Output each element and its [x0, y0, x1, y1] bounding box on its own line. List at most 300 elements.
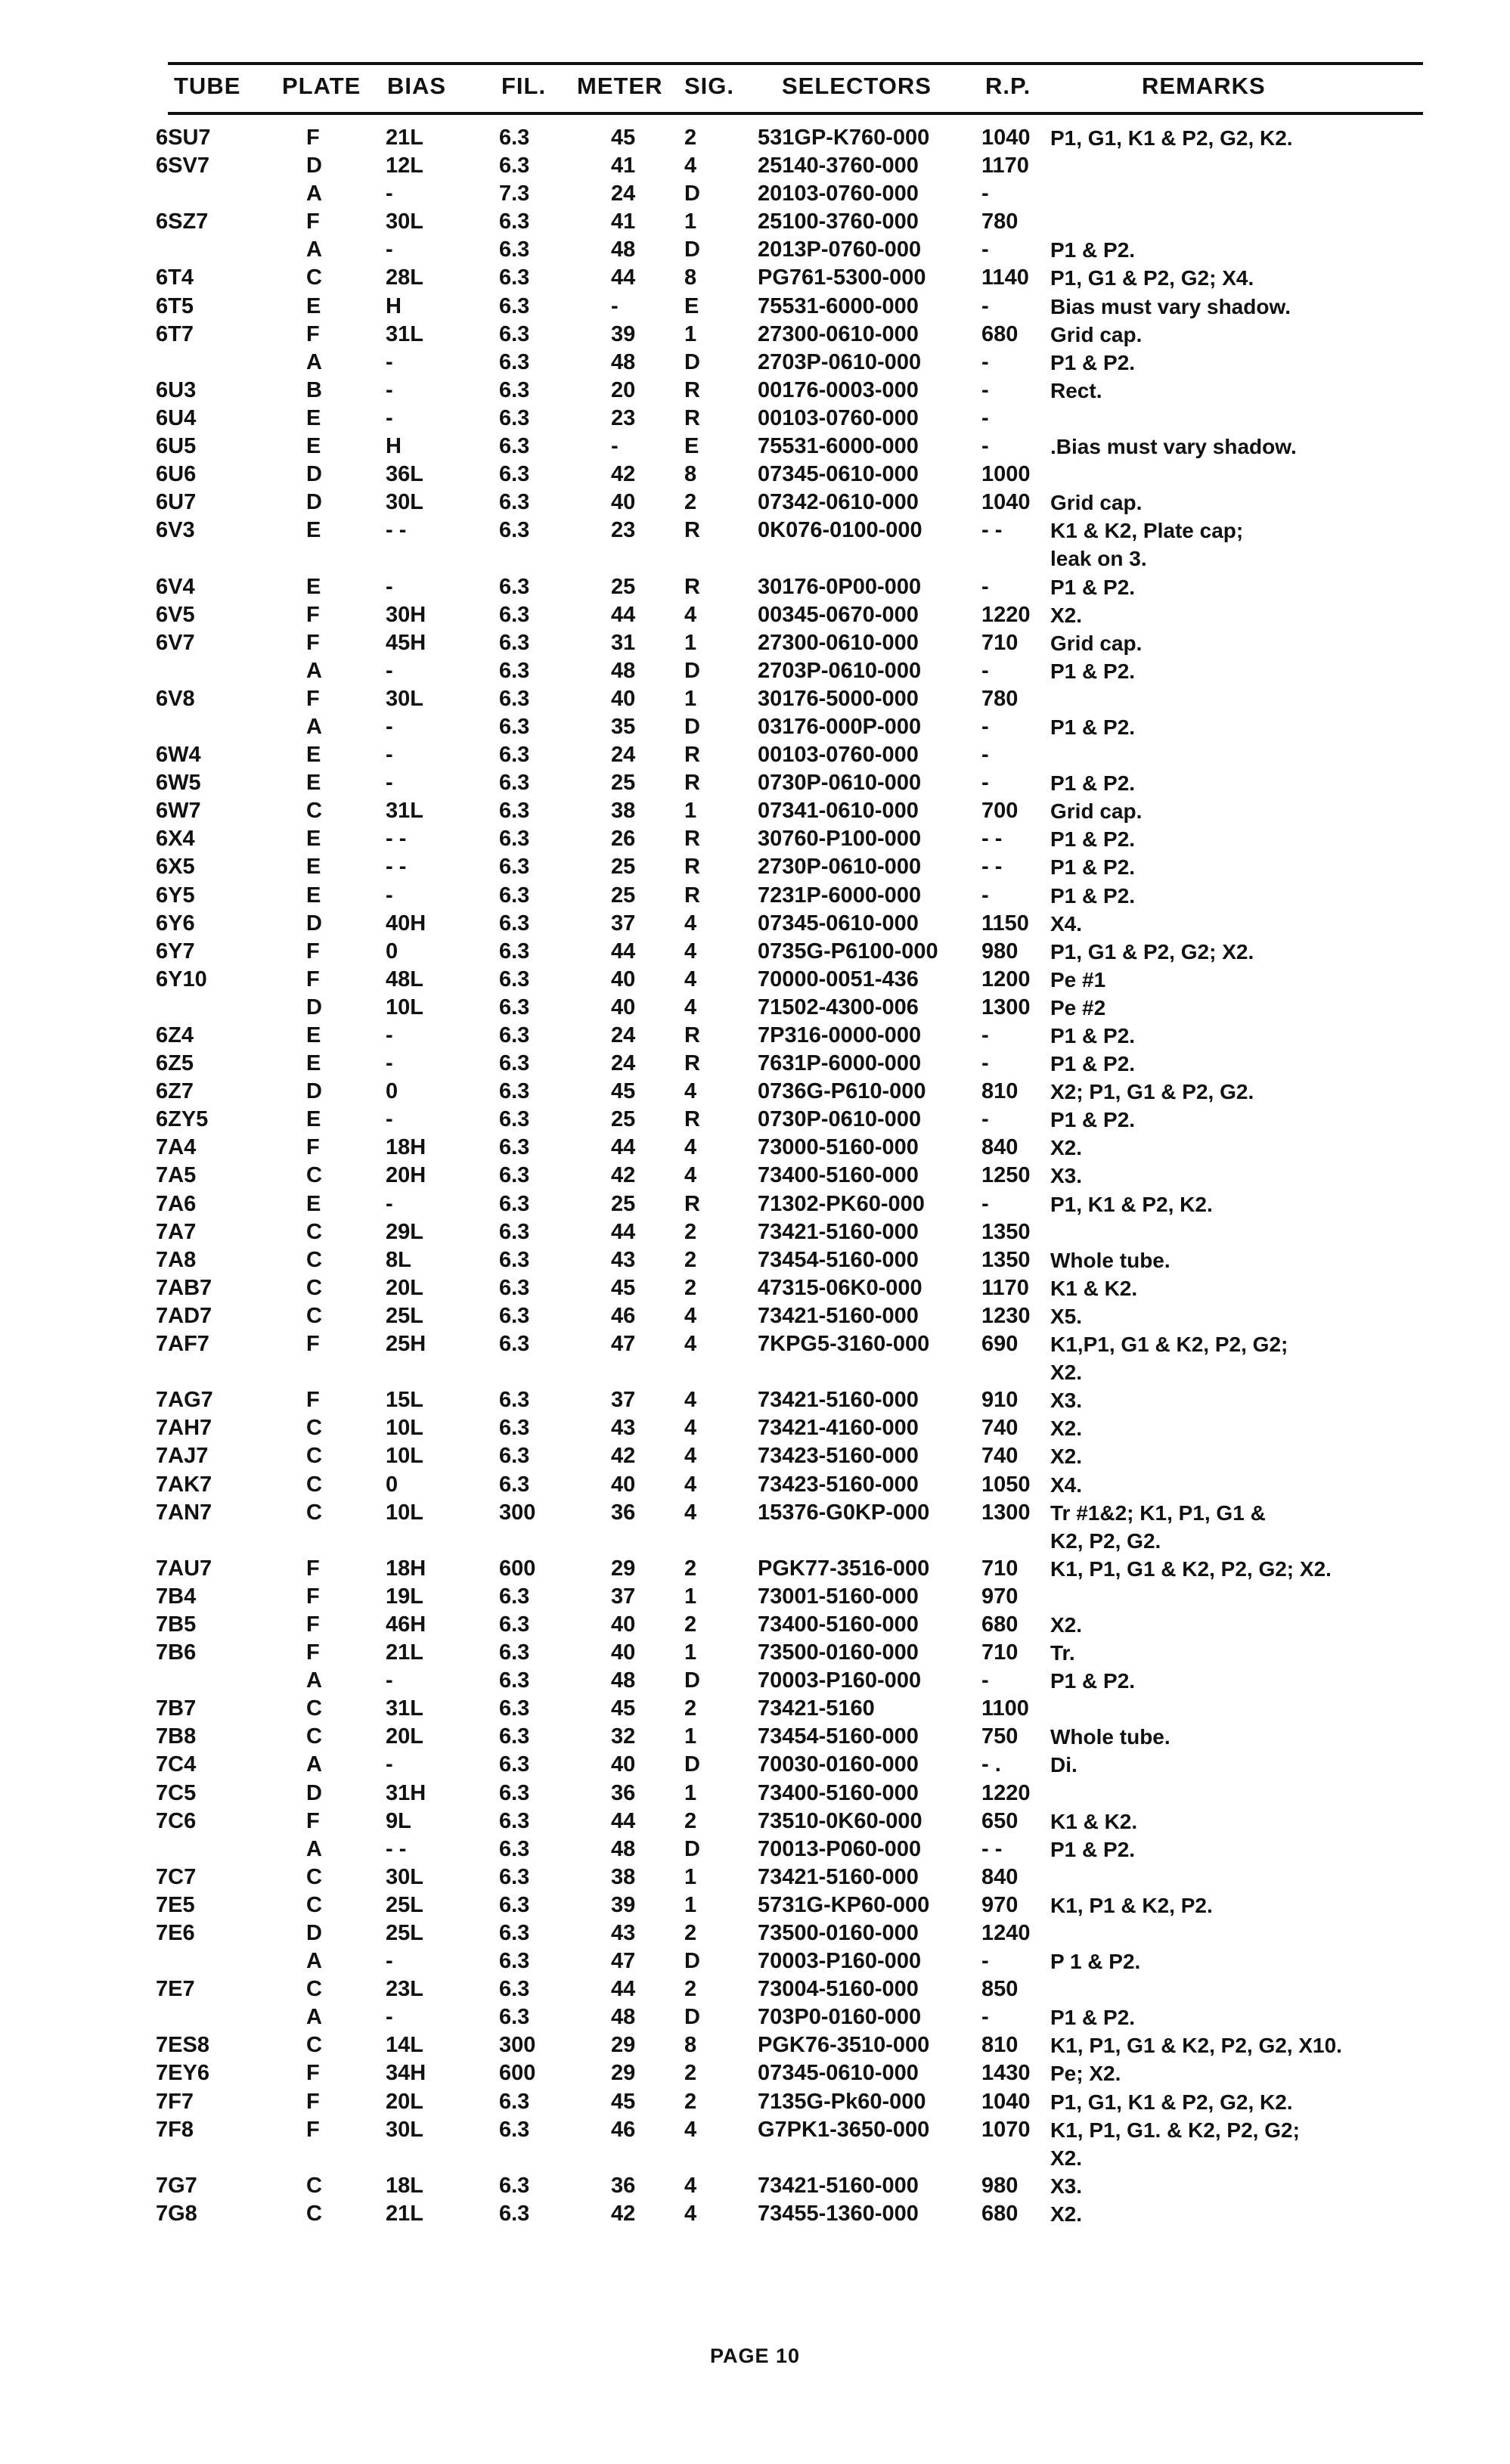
table-row [0, 1358, 1510, 1386]
table-row [0, 1162, 1510, 1190]
cell-meter: 40 [611, 490, 636, 515]
cell-bias: - [386, 1752, 393, 1777]
cell-meter: 29 [611, 2061, 636, 2086]
cell-tube: 6U7 [156, 490, 197, 515]
column-header-plate: PLATE [282, 73, 361, 99]
cell-plate: F [306, 209, 320, 234]
cell-meter: 48 [611, 2005, 636, 2030]
cell-fil: 7.3 [499, 182, 530, 206]
cell-tube: 7C6 [156, 1808, 197, 1833]
cell-rp: 980 [981, 939, 1019, 964]
cell-tube: 7EY6 [156, 2061, 209, 2086]
cell-tube: 6U6 [156, 462, 197, 487]
cell-selectors: 71502-4300-006 [758, 995, 919, 1019]
cell-fil: 6.3 [499, 2173, 530, 2198]
cell-tube: 7AJ7 [156, 1444, 209, 1469]
cell-sig: 2 [684, 1921, 697, 1945]
cell-tube: 6V5 [156, 602, 195, 627]
cell-tube: 6X5 [156, 855, 195, 880]
cell-fil: 6.3 [499, 743, 530, 768]
cell-plate: C [306, 2173, 322, 2198]
table-row [0, 601, 1510, 629]
cell-bias: 34H [386, 2061, 426, 2086]
cell-bias: 0 [386, 1472, 398, 1497]
table-row [0, 657, 1510, 685]
cell-rp: 650 [981, 1808, 1019, 1833]
cell-rp: - [981, 743, 989, 768]
cell-selectors: 07342-0610-000 [758, 490, 919, 515]
cell-sig: 4 [684, 1079, 697, 1104]
column-header-selectors: SELECTORS [782, 73, 932, 99]
cell-rp: 780 [981, 209, 1019, 234]
cell-meter: 43 [611, 1247, 636, 1272]
cell-sig: 2 [684, 1556, 697, 1581]
cell-meter: 47 [611, 1949, 636, 1974]
cell-fil: 6.3 [499, 1275, 530, 1300]
cell-tube: 6Z7 [156, 1079, 194, 1104]
cell-bias: 20L [386, 1724, 423, 1749]
cell-rp: - [981, 771, 989, 796]
cell-fil: 6.3 [499, 1163, 530, 1188]
cell-meter: 40 [611, 1472, 636, 1497]
cell-rp: 680 [981, 2201, 1019, 2226]
cell-rp: - [981, 658, 989, 683]
cell-bias: 25L [386, 1303, 423, 1328]
cell-meter: 25 [611, 771, 636, 796]
column-header-remarks: REMARKS [1142, 73, 1266, 99]
cell-bias: 10L [386, 995, 423, 1019]
cell-fil: 6.3 [499, 349, 530, 374]
cell-tube: 6T7 [156, 321, 194, 346]
cell-fil: 6.3 [499, 714, 530, 739]
cell-sig: D [684, 1752, 700, 1777]
cell-meter: 43 [611, 1416, 636, 1441]
table-row [0, 1723, 1510, 1751]
cell-plate: A [306, 658, 322, 683]
table-row [0, 797, 1510, 825]
cell-meter: 44 [611, 1135, 636, 1160]
cell-plate: C [306, 2201, 322, 2226]
header-bottom-rule [168, 112, 1423, 115]
cell-remarks: P1 & P2. [1050, 827, 1136, 852]
cell-selectors: 70000-0051-436 [758, 967, 919, 991]
cell-bias: - [386, 714, 393, 739]
cell-sig: 4 [684, 911, 697, 936]
cell-sig: 2 [684, 1275, 697, 1300]
cell-plate: C [306, 799, 322, 824]
cell-fil: 6.3 [499, 1836, 530, 1861]
cell-meter: 32 [611, 1724, 636, 1749]
cell-remarks: P1 & P2. [1050, 715, 1136, 739]
cell-bias: - - [386, 827, 407, 852]
cell-bias: 30L [386, 1864, 423, 1889]
cell-selectors: 70013-P060-000 [758, 1836, 922, 1861]
cell-bias: - [386, 1023, 393, 1047]
cell-plate: F [306, 126, 320, 150]
column-header-tube: TUBE [174, 73, 241, 99]
cell-remarks: K1 & K2. [1050, 1276, 1138, 1300]
cell-bias: - [386, 1191, 393, 1216]
cell-meter: 42 [611, 462, 636, 487]
cell-plate: C [306, 1472, 322, 1497]
table-row [0, 994, 1510, 1022]
cell-rp: - [981, 714, 989, 739]
table-row [0, 853, 1510, 881]
table-row [0, 1891, 1510, 1919]
table-row [0, 236, 1510, 264]
cell-tube: 7B4 [156, 1584, 197, 1609]
cell-bias: 0 [386, 939, 398, 964]
table-row [0, 1386, 1510, 1414]
cell-tube: 6X4 [156, 827, 195, 852]
cell-bias: 0 [386, 1079, 398, 1104]
table-row [0, 433, 1510, 461]
tube-data-table [0, 124, 1510, 2228]
table-row [0, 1780, 1510, 1808]
cell-sig: E [684, 434, 699, 459]
cell-meter: 44 [611, 939, 636, 964]
cell-fil: 6.3 [499, 1444, 530, 1469]
cell-sig: 4 [684, 2117, 697, 2142]
cell-fil: 6.3 [499, 126, 530, 150]
cell-rp: 680 [981, 321, 1019, 346]
cell-bias: 20H [386, 1163, 426, 1188]
cell-bias: 10L [386, 1500, 423, 1525]
table-row [0, 1555, 1510, 1583]
cell-rp: 1050 [981, 1472, 1031, 1497]
cell-meter: 29 [611, 2033, 636, 2058]
cell-sig: 8 [684, 462, 697, 487]
cell-tube: 6T5 [156, 293, 194, 318]
cell-selectors: 0730P-0610-000 [758, 1107, 922, 1132]
cell-rp: 1240 [981, 1921, 1031, 1945]
cell-rp: 980 [981, 2173, 1019, 2198]
cell-remarks: Pe; X2. [1050, 2062, 1121, 2086]
cell-tube: 6V4 [156, 574, 195, 599]
cell-fil: 600 [499, 1556, 536, 1581]
cell-tube: 7C7 [156, 1864, 197, 1889]
cell-fil: 300 [499, 2033, 536, 2058]
cell-bias: 40H [386, 911, 426, 936]
cell-selectors: 2730P-0610-000 [758, 855, 922, 880]
cell-remarks: Tr. [1050, 1641, 1075, 1665]
cell-bias: 30L [386, 2117, 423, 2142]
cell-fil: 6.3 [499, 1472, 530, 1497]
cell-plate: C [306, 1163, 322, 1188]
cell-tube: 7ES8 [156, 2033, 209, 2058]
cell-selectors: 47315-06K0-000 [758, 1275, 922, 1300]
cell-sig: 4 [684, 2173, 697, 2198]
cell-meter: 41 [611, 209, 636, 234]
cell-meter: 42 [611, 2201, 636, 2226]
cell-plate: E [306, 518, 321, 543]
cell-remarks: Whole tube. [1050, 1725, 1170, 1749]
cell-meter: 44 [611, 1808, 636, 1833]
cell-plate: F [306, 1612, 320, 1637]
cell-fil: 6.3 [499, 1303, 530, 1328]
cell-remarks: Di. [1050, 1753, 1077, 1777]
cell-bias: - [386, 1051, 393, 1076]
cell-bias: - [386, 377, 393, 402]
cell-fil: 6.3 [499, 209, 530, 234]
cell-plate: F [306, 2117, 320, 2142]
cell-bias: - [386, 2005, 393, 2030]
cell-remarks: P1 & P2. [1050, 350, 1136, 374]
cell-selectors: 03176-000P-000 [758, 714, 922, 739]
cell-fil: 6.3 [499, 237, 530, 262]
cell-remarks: Grid cap. [1050, 491, 1143, 515]
cell-selectors: 73455-1360-000 [758, 2201, 919, 2226]
cell-meter: 46 [611, 2117, 636, 2142]
cell-selectors: 07341-0610-000 [758, 799, 919, 824]
cell-rp: 1070 [981, 2117, 1031, 2142]
cell-tube: 7G8 [156, 2201, 197, 2226]
cell-remarks: Pe #1 [1050, 967, 1106, 991]
cell-plate: A [306, 1752, 322, 1777]
cell-rp: 1300 [981, 1500, 1031, 1525]
cell-fil: 6.3 [499, 1191, 530, 1216]
cell-tube: 7AD7 [156, 1303, 212, 1328]
cell-plate: C [306, 1696, 322, 1721]
cell-selectors: 531GP-K760-000 [758, 126, 930, 150]
cell-selectors: 73421-5160-000 [758, 2173, 919, 2198]
cell-sig: 4 [684, 1500, 697, 1525]
cell-meter: 48 [611, 658, 636, 683]
cell-sig: 2 [684, 1612, 697, 1637]
cell-plate: C [306, 1500, 322, 1525]
cell-remarks: X2. [1050, 1136, 1083, 1160]
cell-selectors: 07345-0610-000 [758, 2061, 919, 2086]
table-row [0, 1864, 1510, 1891]
column-header-meter: METER [577, 73, 663, 99]
cell-selectors: 70003-P160-000 [758, 1949, 922, 1974]
cell-remarks: P1 & P2. [1050, 771, 1136, 796]
cell-tube: 6W7 [156, 799, 201, 824]
cell-rp: 1250 [981, 1163, 1031, 1188]
table-row [0, 1527, 1510, 1555]
cell-rp: - . [981, 1752, 1001, 1777]
cell-fil: 6.3 [499, 405, 530, 430]
cell-fil: 6.3 [499, 1584, 530, 1609]
cell-meter: 40 [611, 967, 636, 991]
cell-sig: 4 [684, 154, 697, 178]
cell-fil: 6.3 [499, 1416, 530, 1441]
cell-sig: D [684, 237, 700, 262]
table-row [0, 1134, 1510, 1162]
cell-meter: 44 [611, 1977, 636, 2002]
table-row [0, 1975, 1510, 2003]
cell-rp: 710 [981, 1556, 1019, 1581]
cell-fil: 6.3 [499, 771, 530, 796]
cell-plate: A [306, 2005, 322, 2030]
cell-sig: R [684, 574, 700, 599]
table-row [0, 1836, 1510, 1864]
cell-selectors: 07345-0610-000 [758, 462, 919, 487]
cell-selectors: 30760-P100-000 [758, 827, 922, 852]
cell-remarks: X3. [1050, 1389, 1083, 1413]
cell-selectors: 73001-5160-000 [758, 1584, 919, 1609]
cell-plate: C [306, 1303, 322, 1328]
cell-tube: 7AG7 [156, 1388, 213, 1413]
cell-meter: 26 [611, 827, 636, 852]
cell-sig: 2 [684, 1808, 697, 1833]
table-row [0, 1050, 1510, 1078]
cell-bias: 31L [386, 799, 423, 824]
cell-tube: 7A7 [156, 1219, 197, 1244]
cell-plate: C [306, 265, 322, 290]
cell-sig: D [684, 1668, 700, 1693]
cell-selectors: 27300-0610-000 [758, 630, 919, 655]
cell-meter: 45 [611, 1696, 636, 1721]
cell-remarks: X2. [1050, 2146, 1083, 2170]
cell-selectors: 73421-5160-000 [758, 1219, 919, 1244]
cell-sig: R [684, 883, 700, 908]
cell-rp: - [981, 1023, 989, 1047]
table-row [0, 2200, 1510, 2228]
cell-remarks: X2. [1050, 1361, 1083, 1385]
cell-meter: 25 [611, 1191, 636, 1216]
cell-fil: 6.3 [499, 1977, 530, 2002]
cell-rp: - [981, 1949, 989, 1974]
cell-selectors: 73423-5160-000 [758, 1472, 919, 1497]
table-row [0, 1442, 1510, 1470]
cell-rp: 1300 [981, 995, 1031, 1019]
cell-tube: 6Y6 [156, 911, 195, 936]
cell-meter: 39 [611, 321, 636, 346]
cell-meter: 36 [611, 1500, 636, 1525]
cell-tube: 7C5 [156, 1780, 197, 1805]
table-row [0, 461, 1510, 489]
cell-meter: 39 [611, 1892, 636, 1917]
cell-meter: 48 [611, 1668, 636, 1693]
cell-rp: 750 [981, 1724, 1019, 1749]
table-row [0, 629, 1510, 657]
cell-rp: 710 [981, 630, 1019, 655]
cell-rp: - - [981, 518, 1003, 543]
cell-plate: E [306, 1023, 321, 1047]
cell-fil: 600 [499, 2061, 536, 2086]
cell-rp: 740 [981, 1416, 1019, 1441]
cell-fil: 6.3 [499, 602, 530, 627]
table-row [0, 910, 1510, 938]
cell-plate: E [306, 434, 321, 459]
cell-sig: 1 [684, 686, 697, 711]
cell-selectors: 7P316-0000-000 [758, 1023, 922, 1047]
table-row [0, 966, 1510, 994]
cell-plate: E [306, 1107, 321, 1132]
cell-fil: 6.3 [499, 2201, 530, 2226]
cell-remarks: P1, K1 & P2, K2. [1050, 1192, 1213, 1216]
cell-fil: 6.3 [499, 686, 530, 711]
table-row [0, 573, 1510, 601]
cell-selectors: 73000-5160-000 [758, 1135, 919, 1160]
cell-tube: 6V8 [156, 686, 195, 711]
cell-rp: 780 [981, 686, 1019, 711]
cell-sig: R [684, 771, 700, 796]
cell-bias: 23L [386, 1977, 423, 2002]
cell-remarks: P1, G1, K1 & P2, G2, K2. [1050, 2090, 1293, 2114]
cell-meter: 43 [611, 1921, 636, 1945]
cell-selectors: 27300-0610-000 [758, 321, 919, 346]
cell-rp: - [981, 2005, 989, 2030]
cell-remarks: K1 & K2. [1050, 1809, 1138, 1833]
cell-sig: 1 [684, 1892, 697, 1917]
cell-selectors: 75531-6000-000 [758, 434, 919, 459]
cell-plate: E [306, 1191, 321, 1216]
cell-sig: 2 [684, 1247, 697, 1272]
cell-fil: 6.3 [499, 1808, 530, 1833]
table-row [0, 1190, 1510, 1218]
cell-tube: 7B6 [156, 1640, 197, 1665]
table-row [0, 2003, 1510, 2031]
cell-selectors: 00103-0760-000 [758, 743, 919, 768]
cell-plate: E [306, 1051, 321, 1076]
cell-tube: 7F8 [156, 2117, 194, 2142]
cell-sig: 4 [684, 1444, 697, 1469]
cell-selectors: 30176-5000-000 [758, 686, 919, 711]
cell-rp: 970 [981, 1584, 1019, 1609]
cell-meter: 44 [611, 1219, 636, 1244]
table-row [0, 1583, 1510, 1611]
cell-sig: D [684, 714, 700, 739]
cell-remarks: Pe #2 [1050, 995, 1106, 1019]
cell-selectors: 7KPG5-3160-000 [758, 1332, 930, 1357]
cell-bias: 25H [386, 1332, 426, 1357]
cell-selectors: 2703P-0610-000 [758, 349, 922, 374]
cell-plate: D [306, 462, 322, 487]
cell-sig: 4 [684, 1135, 697, 1160]
cell-tube: 7A5 [156, 1163, 197, 1188]
cell-plate: C [306, 1864, 322, 1889]
cell-selectors: 0K076-0100-000 [758, 518, 922, 543]
cell-remarks: Whole tube. [1050, 1248, 1170, 1272]
table-row [0, 349, 1510, 377]
cell-sig: R [684, 1051, 700, 1076]
cell-selectors: 0730P-0610-000 [758, 771, 922, 796]
table-row [0, 1611, 1510, 1639]
cell-rp: 1220 [981, 602, 1031, 627]
cell-plate: F [306, 2061, 320, 2086]
table-row [0, 1246, 1510, 1274]
cell-remarks: P1 & P2. [1050, 2006, 1136, 2030]
cell-rp: - [981, 405, 989, 430]
cell-remarks: P1 & P2. [1050, 1024, 1136, 1047]
cell-remarks: P1 & P2. [1050, 1669, 1136, 1693]
table-row [0, 489, 1510, 517]
cell-selectors: 00103-0760-000 [758, 405, 919, 430]
cell-sig: 8 [684, 265, 697, 290]
cell-sig: 4 [684, 967, 697, 991]
cell-bias: - [386, 658, 393, 683]
cell-tube: 6Y5 [156, 883, 195, 908]
cell-plate: D [306, 1079, 322, 1104]
cell-remarks: X2. [1050, 1445, 1083, 1469]
cell-remarks: K1, P1, G1 & K2, P2, G2; X2. [1050, 1556, 1332, 1581]
header-top-rule [168, 62, 1423, 65]
cell-selectors: 73421-5160-000 [758, 1388, 919, 1413]
cell-bias: 46H [386, 1612, 426, 1637]
cell-rp: 810 [981, 1079, 1019, 1104]
cell-rp: 1100 [981, 1696, 1029, 1721]
cell-selectors: 73004-5160-000 [758, 1977, 919, 2002]
cell-bias: - - [386, 855, 407, 880]
cell-meter: 46 [611, 1303, 636, 1328]
cell-selectors: 0735G-P6100-000 [758, 939, 938, 964]
cell-plate: E [306, 883, 321, 908]
cell-plate: F [306, 686, 320, 711]
cell-sig: 1 [684, 1724, 697, 1749]
cell-rp: 1230 [981, 1303, 1031, 1328]
